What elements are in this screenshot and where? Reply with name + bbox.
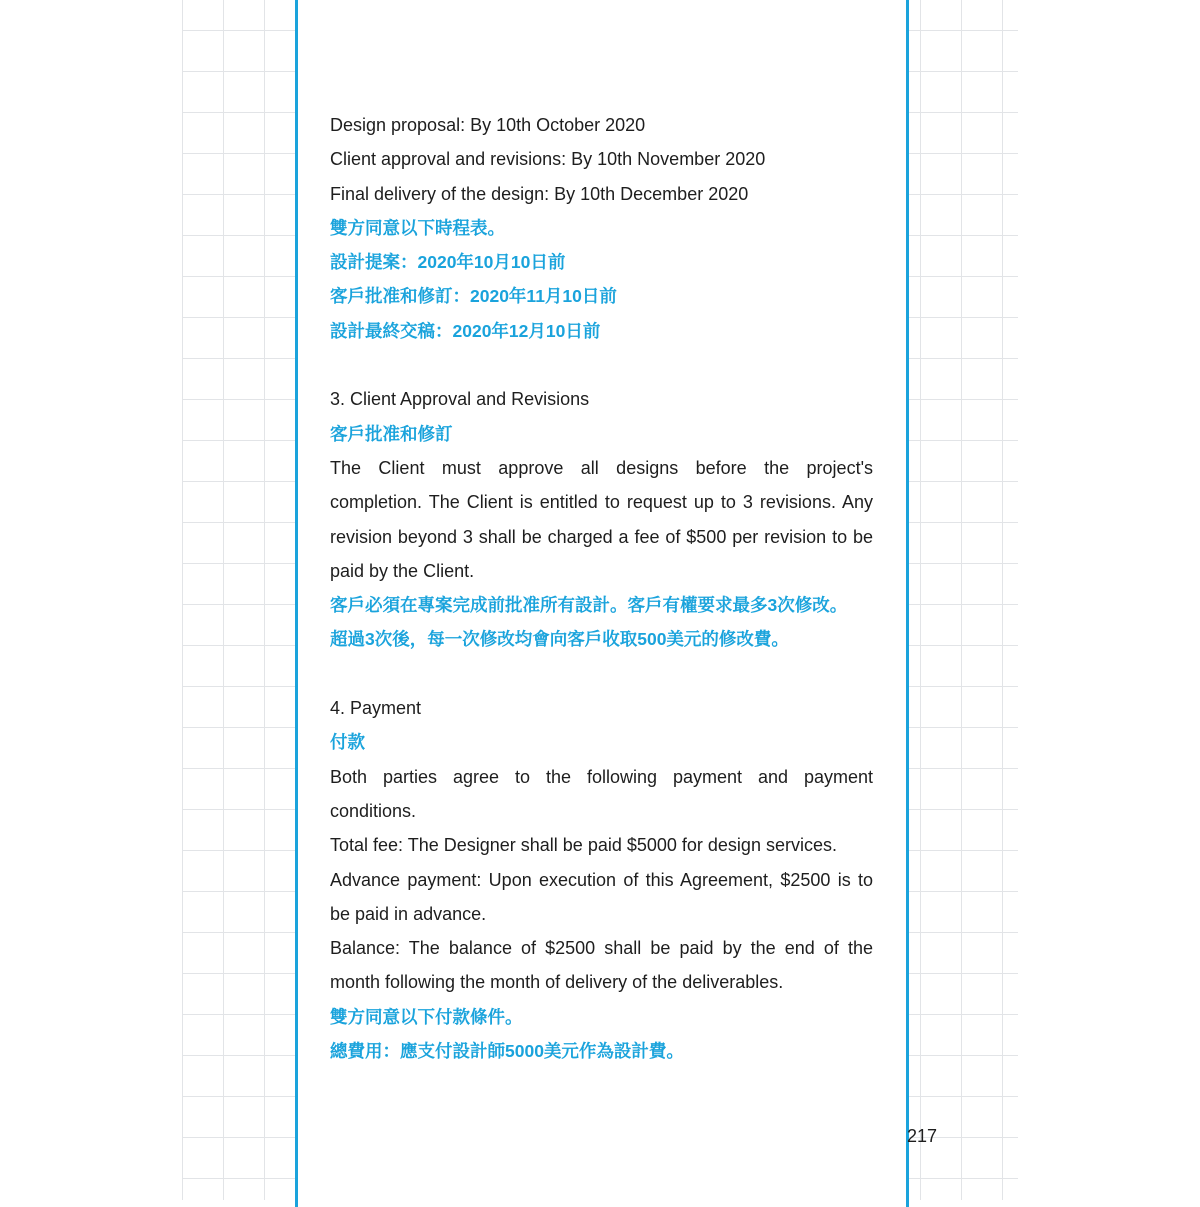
chinese-text-line: 總費用：應支付設計師5000美元作為設計費。	[330, 1041, 684, 1062]
english-text-line: be paid in advance.	[330, 903, 487, 924]
english-text-line: The Client must approve all designs before the project's	[330, 457, 873, 478]
chinese-text-line: 設計最終交稿：2020年12月10日前	[330, 320, 601, 341]
english-text-line: Total fee: The Designer shall be paid $5000 for design services.	[330, 835, 837, 856]
english-text-line: Advance payment: Upon execution of this Agreement, $2500 is to	[330, 869, 873, 890]
english-text-line: Final delivery of the design: By 10th December 2020	[330, 183, 749, 204]
document-text-block	[330, 108, 873, 1068]
chinese-text-line: 客戶批准和修訂：2020年11月10日前	[330, 286, 617, 307]
chinese-text-line: 雙方同意以下時程表。	[330, 217, 505, 238]
english-text-line: Balance: The balance of $2500 shall be paid by the end of the	[330, 938, 873, 959]
english-text-line: month following the month of delivery of the deliverables.	[330, 972, 784, 993]
english-text-line: 3. Client Approval and Revisions	[330, 389, 590, 410]
chinese-text-line: 付款	[330, 732, 365, 753]
chinese-text-line: 客戶必須在專案完成前批准所有設計。客戶有權要求最多3次修改。	[330, 595, 848, 616]
blank-line	[330, 348, 873, 382]
english-text-line: conditions.	[330, 800, 417, 821]
english-text-line: Design proposal: By 10th October 2020	[330, 115, 646, 135]
blank-line	[330, 657, 873, 691]
english-text-line: paid by the Client.	[330, 560, 475, 581]
chinese-text-line: 雙方同意以下付款條件。	[330, 1006, 523, 1027]
english-text-line: 4. Payment	[330, 698, 422, 719]
english-text-line: completion. The Client is entitled to request up to 3 revisions. Any	[330, 492, 873, 513]
english-text-line: Client approval and revisions: By 10th November 2020	[330, 149, 766, 170]
chinese-text-line: 設計提案：2020年10月10日前	[330, 252, 566, 273]
chinese-text-line: 客戶批准和修訂	[330, 423, 453, 444]
chinese-text-line: 超過3次後，每一次修改均會向客戶收取500美元的修改費。	[330, 629, 789, 650]
english-text-line: Both parties agree to the following payment and payment	[330, 766, 873, 787]
english-text-line: revision beyond 3 shall be charged a fee of $500 per revision to be	[330, 526, 873, 547]
page-number: 217	[907, 1126, 938, 1146]
